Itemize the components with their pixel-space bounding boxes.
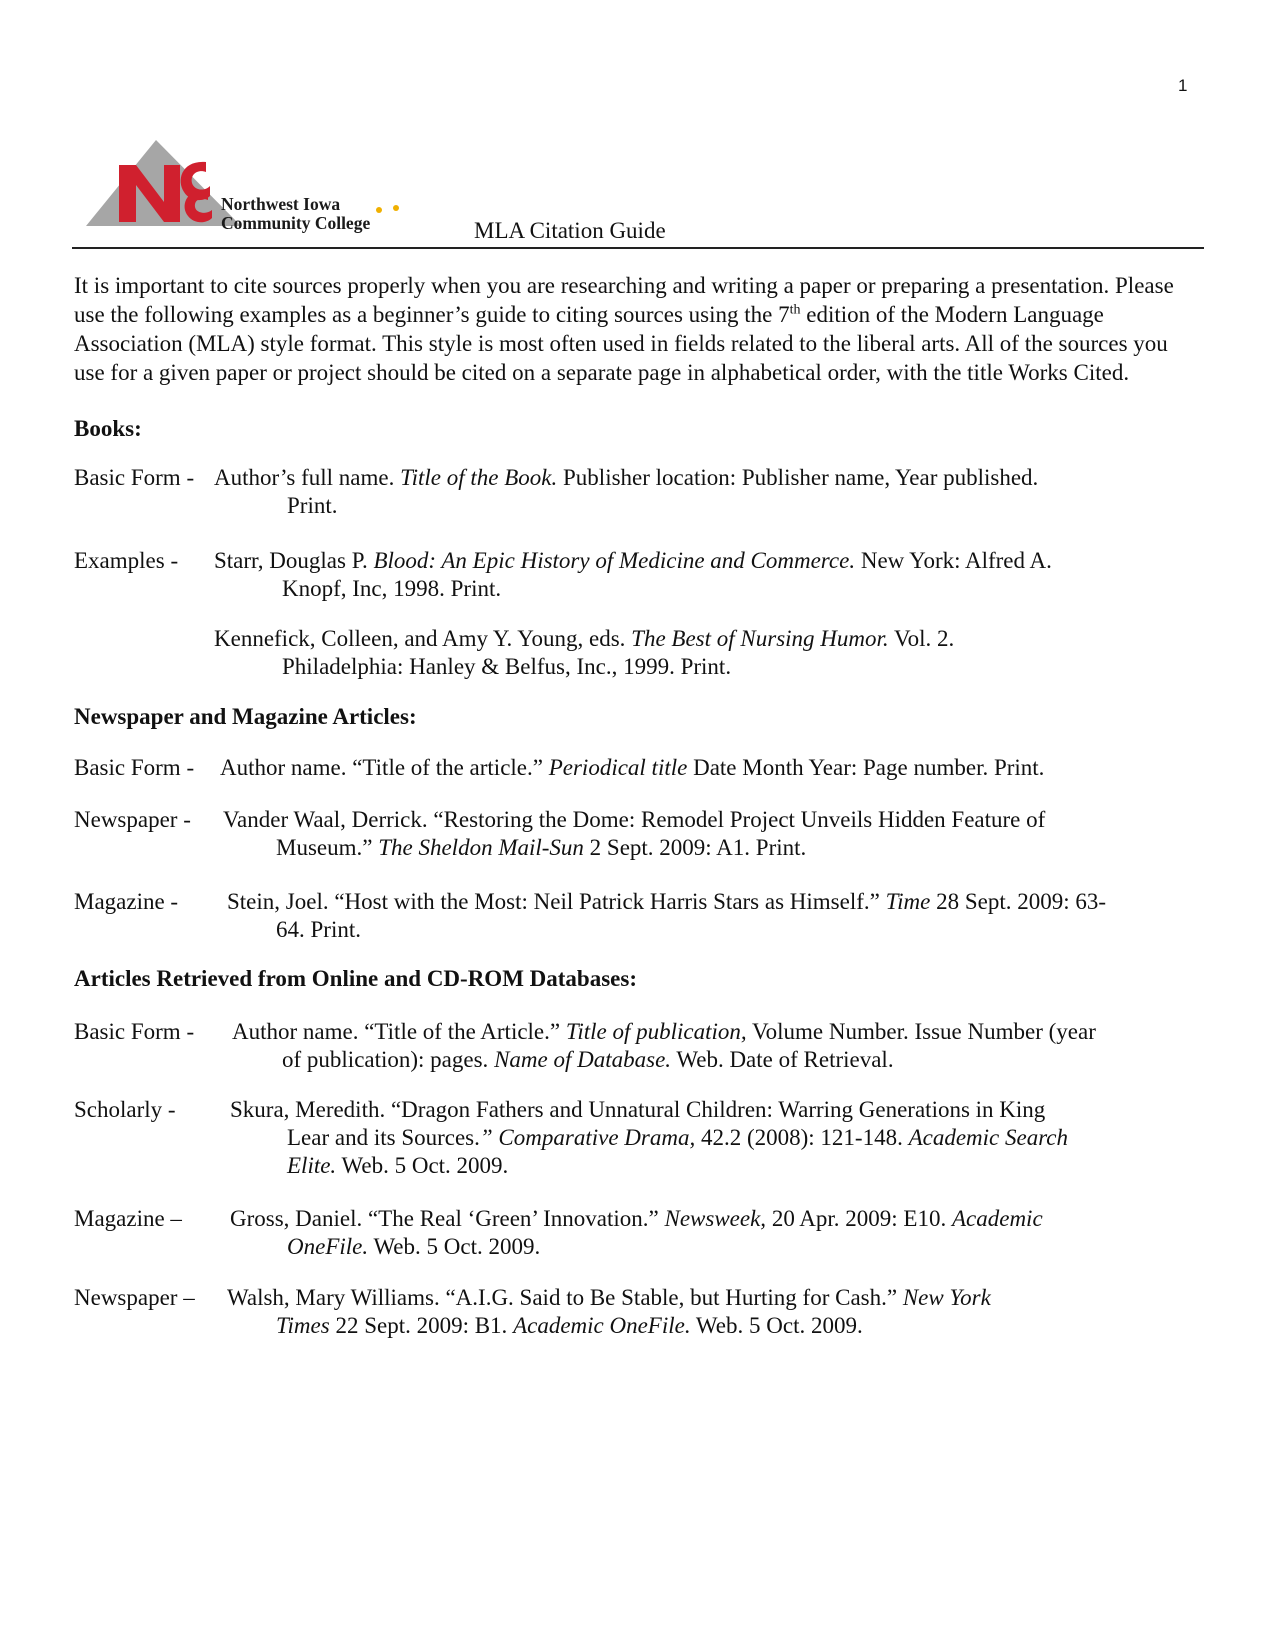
page-number: 1 [1178, 76, 1188, 95]
logo-text [221, 195, 370, 233]
articles-basic-label: Basic Form - [74, 755, 195, 780]
databases-scholarly-line-2: Lear and its Sources.” Comparative Drama, 42.2 (2008): 121-148. Academic Search [287, 1125, 1069, 1150]
articles-magazine-label: Magazine - [74, 889, 179, 914]
books-example-2-line-2: Philadelphia: Hanley & Belfus, Inc., 1999. Print. [282, 654, 732, 679]
college-logo [86, 140, 426, 240]
books-basic-line-1: Author’s full name. Title of the Book. Publisher location: Publisher name, Year published. [214, 465, 1039, 490]
header-divider [72, 247, 1204, 249]
books-examples-label: Examples - [74, 548, 179, 573]
databases-magazine-line-1: Gross, Daniel. “The Real ‘Green’ Innovation.” Newsweek, 20 Apr. 2009: E10. Academic [230, 1206, 1043, 1231]
intro-superscript: th [789, 302, 801, 318]
books-heading: Books: [74, 416, 142, 441]
databases-newspaper-line-2: Times 22 Sept. 2009: B1. Academic OneFile. Web. 5 Oct. 2009. [276, 1313, 863, 1338]
books-basic-label: Basic Form - [74, 465, 195, 490]
articles-newspaper-line-1: Vander Waal, Derrick. “Restoring the Dome: Remodel Project Unveils Hidden Feature of [223, 807, 1046, 832]
page-title: MLA Citation Guide [474, 218, 666, 243]
databases-basic-line-1: Author name. “Title of the Article.” Title of publication, Volume Number. Issue Number (year [232, 1019, 1096, 1044]
books-example-2-line-1: Kennefick, Colleen, and Amy Y. Young, eds. The Best of Nursing Humor. Vol. 2. [214, 626, 955, 651]
databases-heading: Articles Retrieved from Online and CD-ROM Databases: [74, 966, 637, 991]
articles-magazine-line-2: 64. Print. [276, 917, 361, 942]
databases-magazine-label: Magazine – [74, 1206, 182, 1231]
books-example-1-line-2: Knopf, Inc, 1998. Print. [282, 576, 502, 601]
articles-newspaper-label: Newspaper - [74, 807, 191, 832]
articles-heading: Newspaper and Magazine Articles: [74, 704, 417, 729]
books-basic-line-2: Print. [287, 493, 338, 518]
articles-magazine-line-1: Stein, Joel. “Host with the Most: Neil Patrick Harris Stars as Himself.” Time 28 Sept. 2009: 63- [227, 889, 1107, 914]
intro-paragraph [74, 271, 1204, 387]
databases-basic-label: Basic Form - [74, 1019, 195, 1044]
databases-newspaper-label: Newspaper – [74, 1285, 195, 1310]
databases-magazine-line-2: OneFile. Web. 5 Oct. 2009. [287, 1234, 541, 1259]
databases-scholarly-label: Scholarly - [74, 1097, 176, 1122]
databases-scholarly-line-1: Skura, Meredith. “Dragon Fathers and Unnatural Children: Warring Generations in King [230, 1097, 1046, 1122]
intro-text-1: It is important to cite sources properly when you are researching and writing a paper or preparing a presentation. Please use the following examples as a beginner’s guide to citing sources using the 7 [74, 273, 1174, 327]
databases-basic-line-2: of publication): pages. Name of Database. Web. Date of Retrieval. [282, 1047, 894, 1072]
logo-line-1: Northwest Iowa [221, 194, 341, 214]
logo-line-2: Community College [221, 213, 371, 233]
articles-newspaper-line-2: Museum.” The Sheldon Mail-Sun 2 Sept. 2009: A1. Print. [276, 835, 807, 860]
intro-text-2: edition of the Modern Language Association (MLA) style format. This style is most often used in fields related to the liberal arts. All of the sources you use for a given paper or project should be cited on a separate page in alphabetical order, with the title Works Cited. [74, 302, 1168, 385]
databases-scholarly-line-3: Elite. Web. 5 Oct. 2009. [287, 1153, 509, 1178]
books-example-1-line-1: Starr, Douglas P. Blood: An Epic History of Medicine and Commerce. New York: Alfred A. [214, 548, 1052, 573]
articles-basic-line: Author name. “Title of the article.” Periodical title Date Month Year: Page number. Print. [220, 755, 1045, 780]
databases-newspaper-line-1: Walsh, Mary Williams. “A.I.G. Said to Be Stable, but Hurting for Cash.” New York [227, 1285, 991, 1310]
